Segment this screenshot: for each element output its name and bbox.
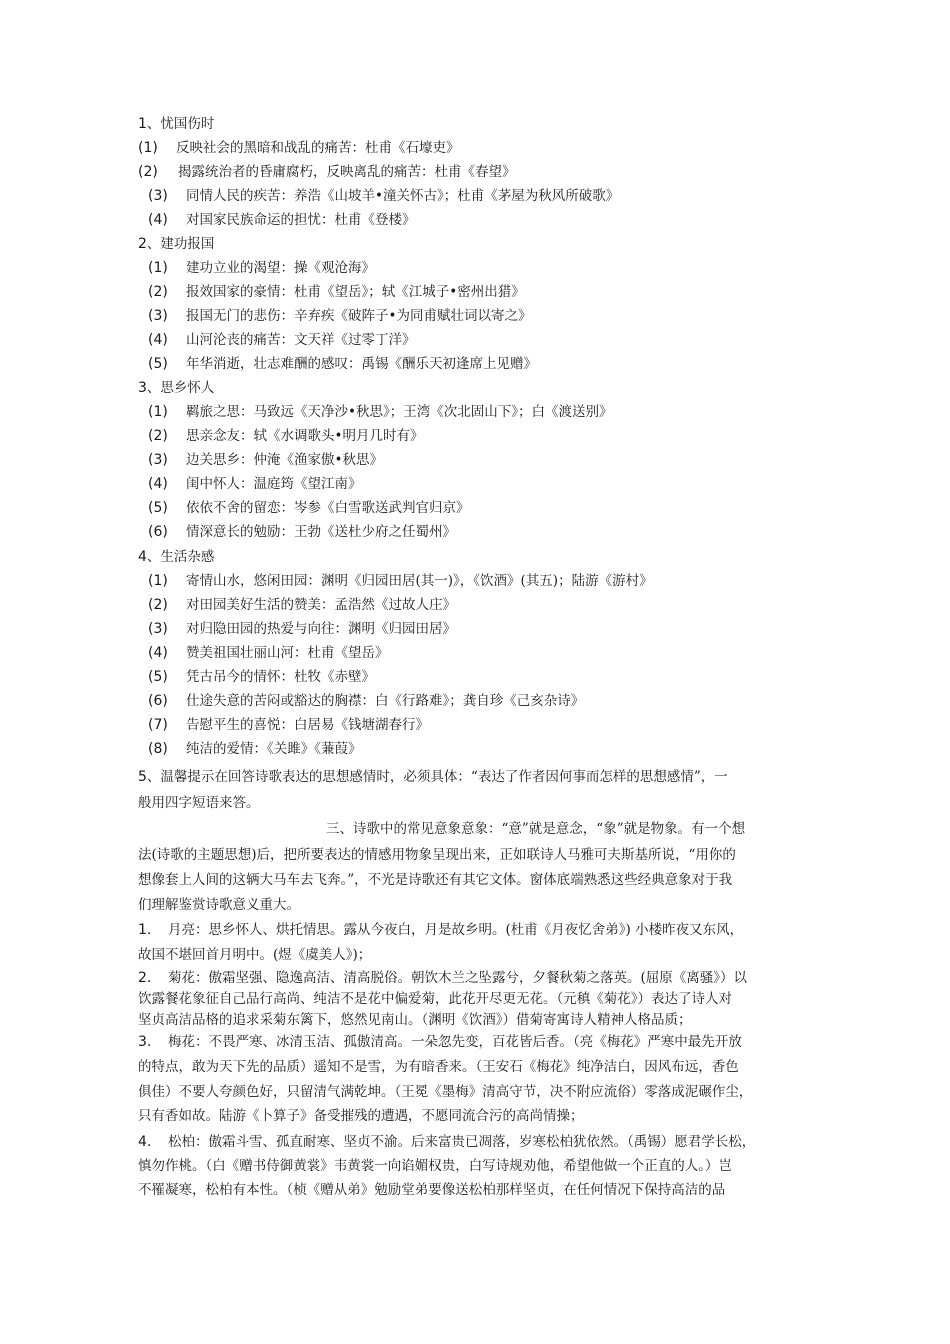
- section-heading: 3、思乡怀人: [138, 380, 215, 396]
- imagery-line: 只有香如故。陆游《卜算子》备受摧残的遭遇，不愿同流合污的高尚情操；: [138, 1108, 584, 1124]
- list-item: (2) 揭露统治者的昏庸腐朽，反映离乱的痛苦：杜甫《春望》: [138, 164, 516, 180]
- intro-line: 法(诗歌的主题思想)后，把所要表达的情感用物象呈现出来，正如联诗人马雅可夫斯基所说，“用你的: [138, 847, 736, 863]
- imagery-item: 2. 菊花：傲霜坚强、隐逸高洁、清高脱俗。朝饮木兰之坠露兮，夕餐秋菊之落英。(屈原《离骚》）以: [138, 970, 748, 986]
- tip-line: 5、温馨提示在回答诗歌表达的思想感情时，必须具体：“表达了作者因何事而怎样的思想感情”，一: [138, 769, 728, 785]
- list-item: (4) 闺中怀人：温庭筠《望江南》: [148, 476, 362, 492]
- intro-line: 三、诗歌中的常见意象意象：“意”就是意念，“象”就是物象。有一个想: [326, 821, 746, 837]
- list-item: (6) 仕途失意的苦闷或豁达的胸襟：白《行路难》；龚自珍《己亥杂诗》: [148, 693, 585, 709]
- imagery-line: 不罹凝寒，松柏有本性。（桢《赠从弟》勉励堂弟要像送松柏那样坚贞，在任何情况下保持高洁的品: [138, 1182, 726, 1198]
- imagery-line: 饮露餐花象征自己品行高尚、纯洁不是花中偏爱菊，此花开尽更无花。（元稹《菊花》）表达了诗人对: [138, 991, 732, 1007]
- list-item: (7) 告慰平生的喜悦：白居易《钱塘湖春行》: [148, 717, 429, 733]
- imagery-line: 俱佳）不要人夸颜色好，只留清气满乾坤。（王冕《墨梅》清高守节，决不附应流俗）零落成泥碾作尘，: [138, 1084, 753, 1100]
- list-item: (1) 建功立业的渴望：操《观沧海》: [148, 260, 375, 276]
- imagery-item: 1. 月亮：思乡怀人、烘托情思。露从今夜白，月是故乡明。(杜甫《月夜忆舍弟》) 小楼昨夜又东风，: [138, 922, 744, 938]
- list-item: (3) 报国无门的悲伤：辛弃疾《破阵子•为同甫赋壮词以寄之》: [148, 308, 532, 324]
- list-item: (3) 边关思乡：仲淹《渔家傲•秋思》: [148, 452, 383, 468]
- list-item: (8) 纯洁的爱情：《关雎》《蒹葭》: [148, 741, 362, 757]
- imagery-line: 的特点，敢为天下先的品质）遥知不是雪，为有暗香来。（王安石《梅花》纯净洁白，因风布远，香色: [138, 1059, 739, 1075]
- list-item: (1) 反映社会的黑暗和战乱的痛苦：杜甫《石壕吏》: [138, 140, 460, 156]
- imagery-item: 4. 松柏：傲霜斗雪、孤直耐寒、坚贞不渝。后来富贵已凋落，岁寒松柏犹依然。（禹锡）愿君学长松，: [138, 1134, 756, 1150]
- list-item: (2) 思亲念友：轼《水调歌头•明月几时有》: [148, 428, 424, 444]
- section-heading: 1、忧国伤时: [138, 116, 215, 132]
- imagery-line: 故国不堪回首月明中。(煜《虞美人》)；: [138, 947, 372, 963]
- list-item: (1) 寄情山水，悠闲田园：渊明《归园田居(其一)》，《饮酒》(其五)；陆游《游村》: [148, 573, 653, 589]
- list-item: (3) 对归隐田园的热爱与向往：渊明《归园田居》: [148, 621, 456, 637]
- imagery-line: 坚贞高洁品格的追求采菊东篱下，悠然见南山。（渊明《饮酒》）借菊寄寓诗人精神人格品质；: [138, 1012, 692, 1028]
- intro-line: 们理解鉴赏诗歌意义重大。: [138, 897, 300, 913]
- list-item: (2) 对田园美好生活的赞美：孟浩然《过故人庄》: [148, 597, 456, 613]
- imagery-line: 慎勿作桃。（白《赠书侍御黄裳》韦黄裳一向谄媚权贵，白写诗规劝他，希望他做一个正直的人。）岂: [138, 1158, 732, 1174]
- list-item: (6) 情深意长的勉励：王勃《送杜少府之任蜀州》: [148, 524, 456, 540]
- list-item: (5) 依依不舍的留恋：岑参《白雪歌送武判官归京》: [148, 500, 470, 516]
- section-heading: 2、建功报国: [138, 236, 215, 252]
- list-item: (2) 报效国家的豪情：杜甫《望岳》；轼《江城子•密州出猎》: [148, 284, 525, 300]
- list-item: (4) 赞美祖国壮丽山河：杜甫《望岳》: [148, 645, 389, 661]
- list-item: (5) 凭古吊今的情怀：杜牧《赤壁》: [148, 669, 375, 685]
- imagery-item: 3. 梅花：不畏严寒、冰清玉洁、孤傲清高。一朵忽先变，百花皆后香。（亮《梅花》严寒中最先开放: [138, 1034, 742, 1050]
- tip-line: 般用四字短语来答。: [138, 795, 260, 811]
- list-item: (4) 对国家民族命运的担忧：杜甫《登楼》: [148, 212, 416, 228]
- intro-line: 想像套上人间的这辆大马车去飞奔。”，不光是诗歌还有其它文体。窗体底端熟悉这些经典意象对于我: [138, 872, 733, 888]
- list-item: (5) 年华消逝，壮志难酬的感叹：禹锡《酬乐天初逢席上见赠》: [148, 356, 537, 372]
- list-item: (4) 山河沦丧的痛苦：文天祥《过零丁洋》: [148, 332, 416, 348]
- list-item: (1) 羁旅之思：马致远《天净沙•秋思》；王湾《次北固山下》；白《渡送别》: [148, 404, 613, 420]
- section-heading: 4、生活杂感: [138, 549, 215, 565]
- list-item: (3) 同情人民的疾苦：养浩《山坡羊•潼关怀古》；杜甫《茅屋为秋风所破歌》: [148, 188, 620, 204]
